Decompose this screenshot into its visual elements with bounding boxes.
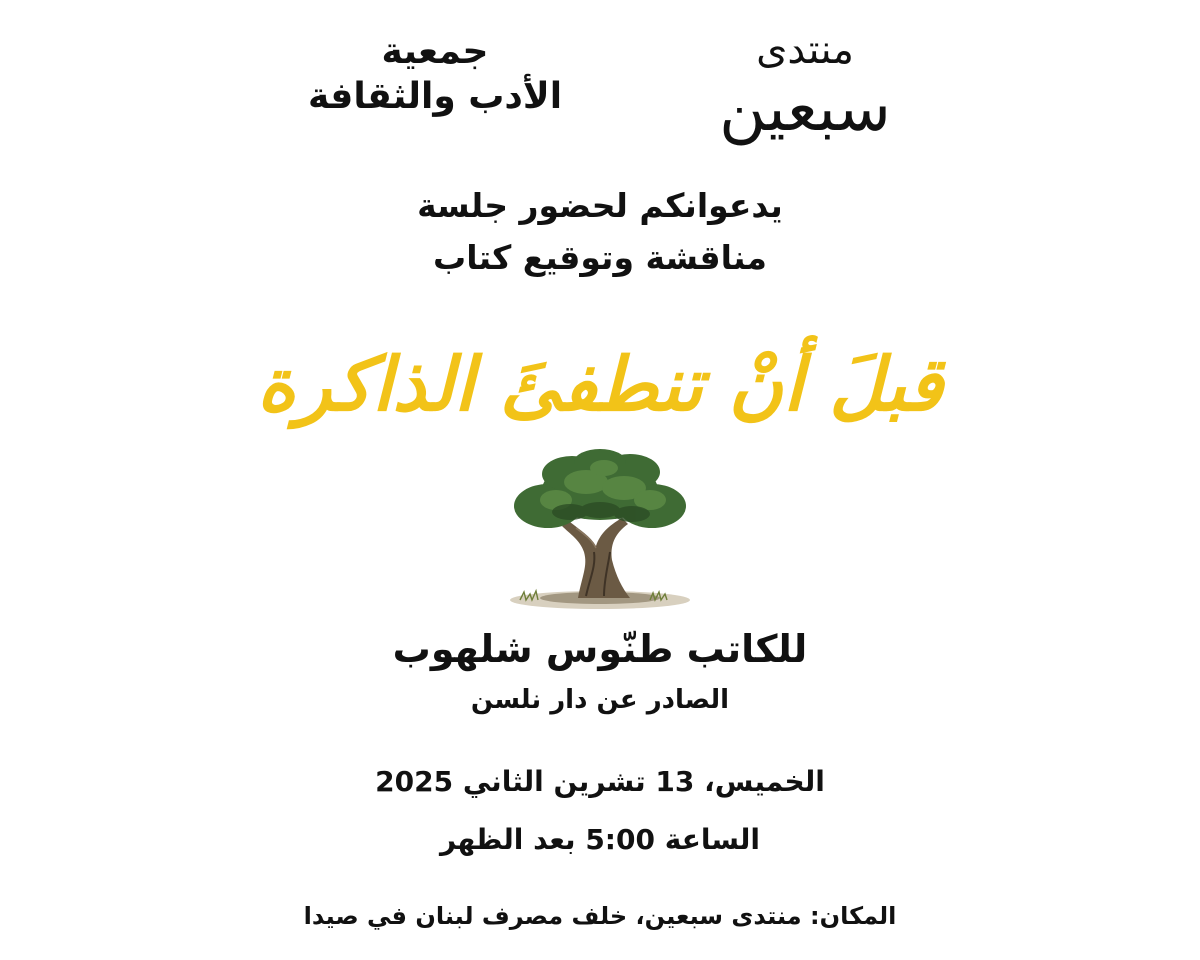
invitation-line1: يدعوانكم لحضور جلسة bbox=[417, 186, 783, 225]
forum-logo-big-text: سبعين bbox=[719, 72, 891, 146]
association-name-line1: جمعية bbox=[381, 31, 489, 72]
event-time: الساعة 5:00 بعد الظهر bbox=[440, 823, 760, 856]
event-date: الخميس، 13 تشرين الثاني 2025 bbox=[375, 765, 825, 798]
association-name-line2: الأدب والثقافة bbox=[307, 76, 563, 117]
invitation-line2: مناقشة وتوقيع كتاب bbox=[433, 238, 767, 277]
author-name: للكاتب طنّوس شلهوب bbox=[392, 627, 808, 671]
forum-logo bbox=[700, 26, 910, 146]
event-venue: المكان: منتدى سبعين، خلف مصرف لبنان في صيدا bbox=[303, 902, 897, 930]
olive-tree-icon bbox=[500, 448, 700, 613]
book-title: قبلَ أنْ تنطفئَ الذاكرة bbox=[256, 342, 944, 428]
forum-logo-small-text: منتدى bbox=[756, 27, 854, 73]
invitation-text bbox=[0, 180, 1200, 284]
association-logo bbox=[300, 30, 570, 130]
publisher-text: الصادر عن دار نلسن bbox=[470, 685, 730, 715]
